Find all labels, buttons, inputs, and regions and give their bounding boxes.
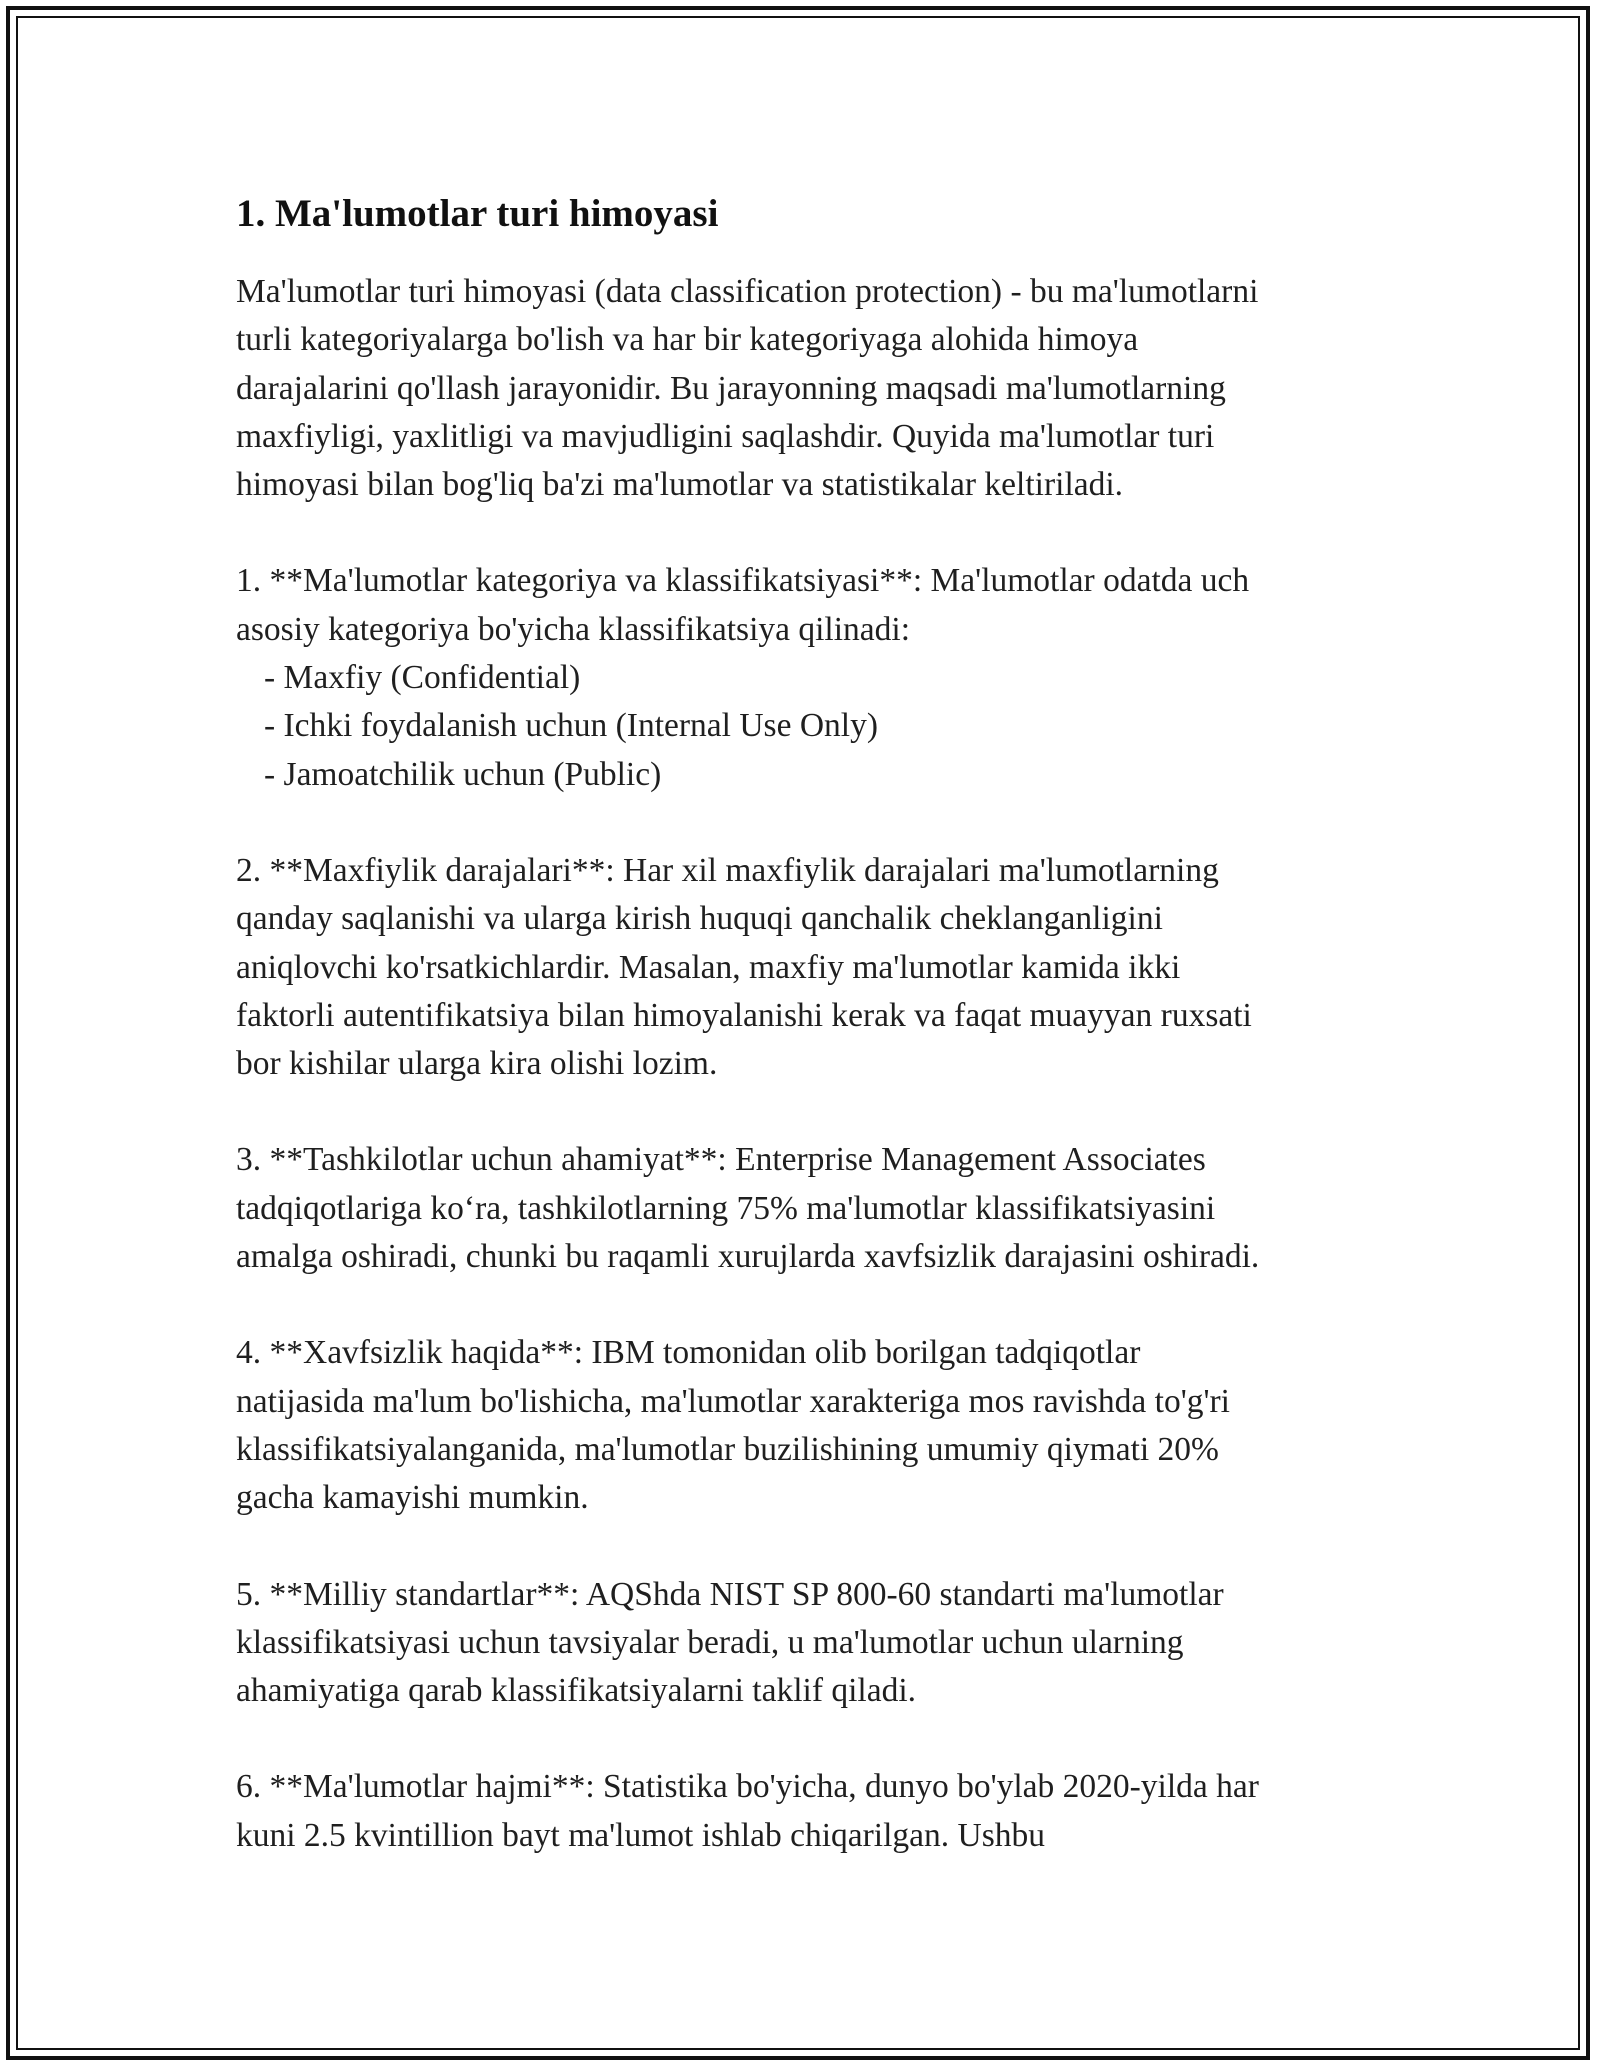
intro-paragraph: Ma'lumotlar turi himoyasi (data classification protection) - bu ma'lumotlarni turli kategoriyalarga bo'lish va har bir kategoriyaga alohida himoya darajalarini qo'llash jarayonidir. Bu jarayonning maqsadi ma'lumotlarning maxfiyligi, yaxlitligi va mavjudligini saqlashdir. Quyida ma'lumotlar turi himoyasi bilan bog'liq ba'zi ma'lumotlar va statistikalar keltiriladi. bbox=[236, 273, 1259, 504]
document-body bbox=[236, 186, 1396, 1860]
list-item-1-text: 1. **Ma'lumotlar kategoriya va klassifikatsiyasi**: Ma'lumotlar odatda uch asosiy kategoriya bo'yicha klassifikatsiya qilinadi: bbox=[236, 562, 1250, 648]
list-item-5: 5. **Milliy standartlar**: AQShda NIST SP 800-60 standarti ma'lumotlar klassifikatsiyasi uchun tavsiyalar beradi, u ma'lumotlar uchun ularning ahamiyatiga qarab klassifikatsiyalarni taklif qiladi. bbox=[236, 1575, 1224, 1710]
sub-item-internal: - Ichki foydalanish uchun (Internal Use Only) bbox=[264, 707, 878, 745]
section-title: 1. Ma'lumotlar turi himoyasi bbox=[236, 192, 719, 235]
sub-item-confidential: - Maxfiy (Confidential) bbox=[264, 659, 581, 697]
list-item-1 bbox=[236, 557, 1396, 798]
list-item-4: 4. **Xavfsizlik haqida**: IBM tomonidan olib borilgan tadqiqotlar natijasida ma'lum bo'lishicha, ma'lumotlar xarakteriga mos ravishda to'g'ri klassifikatsiyalanganida, ma'lumotlar buzilishining umumiy qiymati 20% gacha kamayishi mumkin. bbox=[236, 1334, 1230, 1517]
sub-item-public: - Jamoatchilik uchun (Public) bbox=[264, 755, 662, 793]
list-item-3: 3. **Tashkilotlar uchun ahamiyat**: Enterprise Management Associates tadqiqotlariga koʻra, tashkilotlarning 75% ma'lumotlar klassifikatsiyasini amalga oshiradi, chunki bu raqamli xurujlarda xavfsizlik darajasini oshiradi. bbox=[236, 1141, 1260, 1276]
list-item-2: 2. **Maxfiylik darajalari**: Har xil maxfiylik darajalari ma'lumotlarning qanday saqlanishi va ularga kirish huquqi qanchalik cheklanganligini aniqlovchi ko'rsatkichlardir. Masalan, maxfiy ma'lumotlar kamida ikki faktorli autentifikatsiya bilan himoyalanishi kerak va faqat muayyan ruxsati bor kishilar ularga kira olishi lozim. bbox=[236, 851, 1252, 1083]
list-item-6: 6. **Ma'lumotlar hajmi**: Statistika bo'yicha, dunyo bo'ylab 2020-yilda har kuni 2.5 kvintillion bayt ma'lumot ishlab chiqarilgan. Ushbu bbox=[236, 1768, 1259, 1854]
